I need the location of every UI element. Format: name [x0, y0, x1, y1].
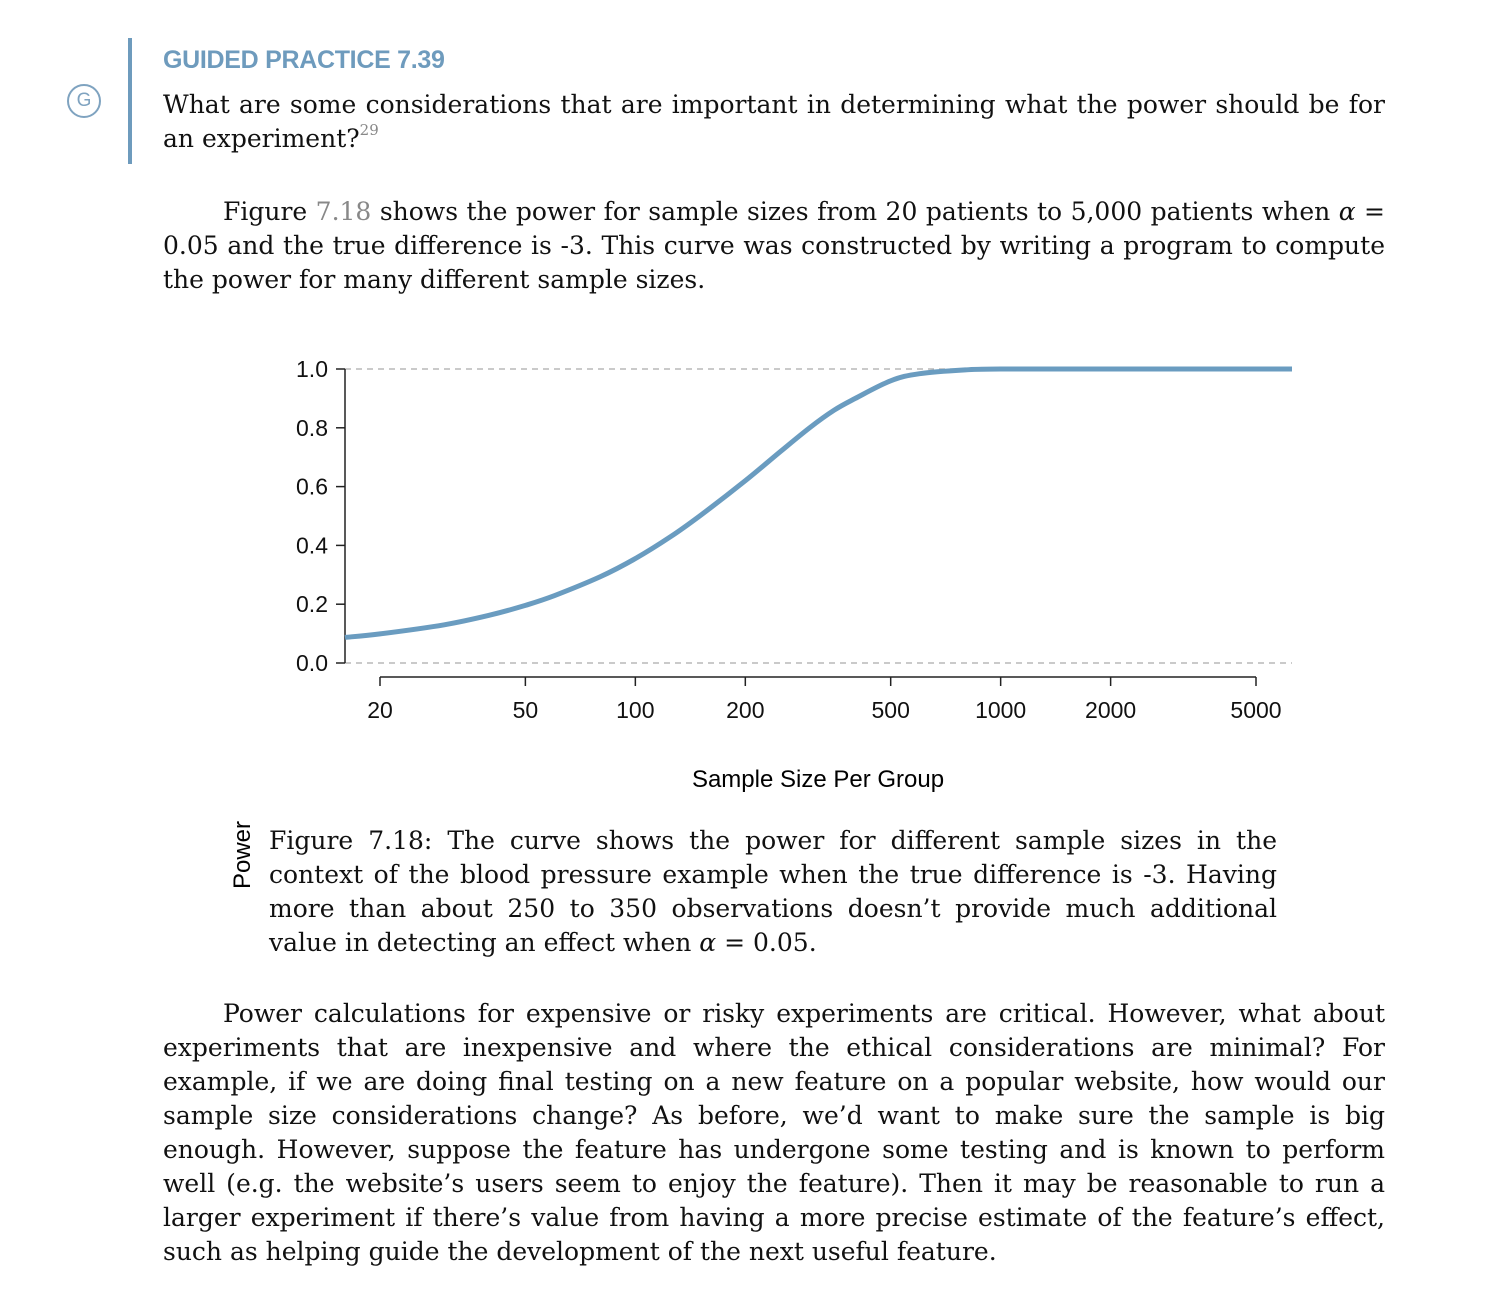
guided-practice-question: [163, 88, 1385, 156]
guided-practice-title: GUIDED PRACTICE 7.39: [163, 46, 445, 74]
alpha-symbol: α: [699, 928, 717, 957]
reference-lines: [345, 369, 1292, 663]
paragraph-1-a: Figure: [223, 197, 316, 226]
power-chart: [0, 340, 1505, 890]
x-tick-label: 100: [616, 697, 655, 723]
x-tick-label: 20: [367, 697, 393, 723]
x-ticks: [367, 677, 1281, 723]
guided-practice-icon: G: [67, 84, 101, 118]
x-tick-label: 5000: [1230, 697, 1282, 723]
x-tick-label: 2000: [1085, 697, 1137, 723]
figure-caption: [269, 824, 1277, 960]
x-tick-label: 200: [726, 697, 765, 723]
paragraph-1-c: = 0.05 and the true difference is -3. This curve was constructed by writing a program to compute the power for many different sample sizes.: [163, 197, 1385, 294]
caption-b: = 0.05.: [716, 928, 817, 957]
y-tick-label: 0.6: [296, 473, 328, 500]
figure-ref-link[interactable]: 7.18: [315, 197, 372, 226]
y-axis-label: Power: [229, 820, 256, 890]
y-tick-label: 0.0: [296, 650, 328, 676]
axes: [345, 369, 1256, 677]
y-tick-label: 0.4: [296, 532, 328, 559]
y-tick-label: 0.8: [296, 414, 328, 441]
paragraph-1-b: shows the power for sample sizes from 20 patients to 5,000 patients when: [371, 197, 1339, 226]
alpha-symbol: α: [1338, 197, 1356, 226]
paragraph-2: Power calculations for expensive or risky experiments are critical. However, what about experiments that are inexpensive and where the ethical considerations are minimal? For example, if we are doing final testing on a new feature on a popular website, how would our sample size considerations change? As before, we’d want to make sure the sample is big enough. However, suppose the feature has undergone some testing and is known to perform well (e.g. the website’s users seem to enjoy the feature). Then it may be reasonable to run a larger experiment if there’s value from having a more precise estimate of the feature’s effect, such as helping guide the development of the next useful feature.: [163, 999, 1385, 1266]
y-ticks: [296, 356, 345, 676]
x-tick-label: 500: [871, 697, 910, 723]
x-axis-label: Sample Size Per Group: [691, 766, 945, 793]
paragraph-1: [163, 195, 1385, 297]
guided-practice-bar: [128, 38, 132, 164]
x-tick-label: 1000: [975, 697, 1027, 723]
power-curve: [345, 369, 1292, 637]
x-tick-label: 50: [512, 697, 539, 723]
y-tick-label: 0.2: [296, 591, 328, 618]
footnote-mark[interactable]: 29: [359, 121, 379, 139]
y-tick-label: 1.0: [296, 356, 328, 382]
question-text: What are some considerations that are important in determining what the power should be for an experiment?: [163, 90, 1385, 153]
caption-a: Figure 7.18: The curve shows the power for different sample sizes in the context of the blood pressure example when the true difference is -3. Having more than about 250 to 350 observations doesn’t provide much additional value in detecting an effect when: [269, 826, 1277, 957]
